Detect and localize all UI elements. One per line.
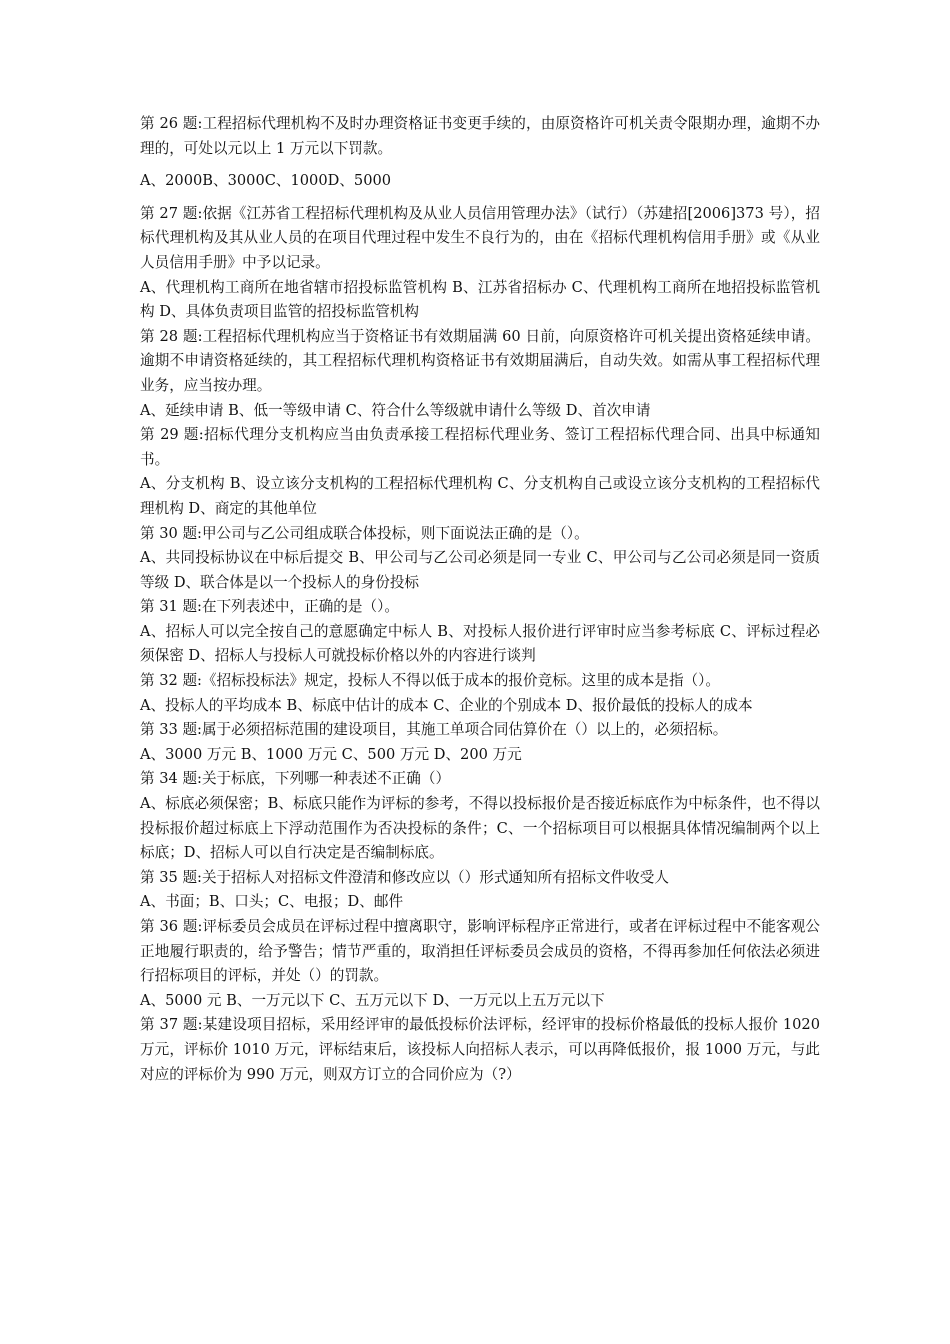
question-29-text: 第 29 题:招标代理分支机构应当由负责承接工程招标代理业务、签订工程招标代理合同、出具中标通知书。: [140, 426, 820, 468]
question-32-options: A、投标人的平均成本 B、标底中估计的成本 C、企业的个别成本 D、报价最低的投标人的成本: [140, 696, 753, 714]
question-34-options: A、标底必须保密；B、标底只能作为评标的参考，不得以投标报价是否接近标底作为中标条件，也不得以投标报价超过标底上下浮动范围作为否决投标的条件；C、一个招标项目可以根据具体情况编制两个以上标底；D、招标人可以自行决定是否编制标底。: [140, 795, 820, 862]
question-26-text: 第 26 题:工程招标代理机构不及时办理资格证书变更手续的，由原资格许可机关责令限期办理，逾期不办理的，可处以元以上 1 万元以下罚款。: [140, 115, 820, 157]
question-30-text: 第 30 题:甲公司与乙公司组成联合体投标，则下面说法正确的是（）。: [140, 524, 589, 542]
question-27-text: 第 27 题:依据《江苏省工程招标代理机构及从业人员信用管理办法》（试行）（苏建招[2006]373 号），招标代理机构及其从业人员的在项目代理过程中发生不良行为的，由在《招标代理机构信用手册》或《从业人员信用手册》中予以记录。: [140, 204, 820, 271]
question-33-options: A、3000 万元 B、1000 万元 C、500 万元 D、200 万元: [140, 745, 522, 763]
document-body: [140, 112, 820, 1087]
question-30-options: A、共同投标协议在中标后提交 B、甲公司与乙公司必须是同一专业 C、甲公司与乙公司必须是同一资质等级 D、联合体是以一个投标人的身份投标: [140, 549, 820, 591]
question-26-options: A、2000B、3000C、1000D、5000: [140, 172, 392, 190]
question-36-text: 第 36 题:评标委员会成员在评标过程中擅离职守，影响评标程序正常进行，或者在评标过程中不能客观公正地履行职责的，给予警告；情节严重的，取消担任评标委员会成员的资格，不得再参加任何依法必须进行招标项目的评标，并处（）的罚款。: [140, 918, 820, 985]
question-29-options: A、分支机构 B、设立该分支机构的工程招标代理机构 C、分支机构自己或设立该分支机构的工程招标代理机构 D、商定的其他单位: [140, 475, 820, 517]
question-32-text: 第 32 题:《招标投标法》规定，投标人不得以低于成本的报价竞标。这里的成本是指（）。: [140, 672, 721, 690]
question-31-options: A、招标人可以完全按自己的意愿确定中标人 B、对投标人报价进行评审时应当参考标底 C、评标过程必须保密 D、招标人与投标人可就投标价格以外的内容进行谈判: [140, 622, 820, 665]
question-28-text: 第 28 题:工程招标代理机构应当于资格证书有效期届满 60 日前，向原资格许可机关提出资格延续申请。逾期不申请资格延续的，其工程招标代理机构资格证书有效期届满后，自动失效。如需从事工程招标代理业务，应当按办理。: [140, 327, 820, 394]
question-28-options: A、延续申请 B、低一等级申请 C、符合什么等级就申请什么等级 D、首次申请: [140, 401, 651, 419]
question-27-options: A、代理机构工商所在地省辖市招投标监管机构 B、江苏省招标办 C、代理机构工商所在地招投标监管机构 D、具体负责项目监管的招投标监管机构: [140, 278, 820, 321]
question-34-text: 第 34 题:关于标底，下列哪一种表述不正确（）: [140, 770, 451, 788]
question-37-text: 第 37 题:某建设项目招标，采用经评审的最低投标价法评标，经评审的投标价格最低的投标人报价 1020 万元，评标价 1010 万元，评标结束后，该投标人向招标人表示，可以再降低报价，报 1000 万元，与此对应的评标价为 990 万元，则双方订立的合同价应为（?）: [140, 1016, 820, 1083]
question-35-options: A、书面；B、口头；C、电报；D、邮件: [140, 893, 404, 911]
question-36-options: A、5000 元 B、一万元以下 C、五万元以下 D、一万元以上五万元以下: [140, 991, 605, 1009]
question-33-text: 第 33 题:属于必须招标范围的建设项目，其施工单项合同估算价在（）以上的，必须招标。: [140, 721, 728, 739]
question-31-text: 第 31 题:在下列表述中，正确的是（）。: [140, 598, 399, 616]
question-35-text: 第 35 题:关于招标人对招标文件澄清和修改应以（）形式通知所有招标文件收受人: [140, 868, 669, 886]
